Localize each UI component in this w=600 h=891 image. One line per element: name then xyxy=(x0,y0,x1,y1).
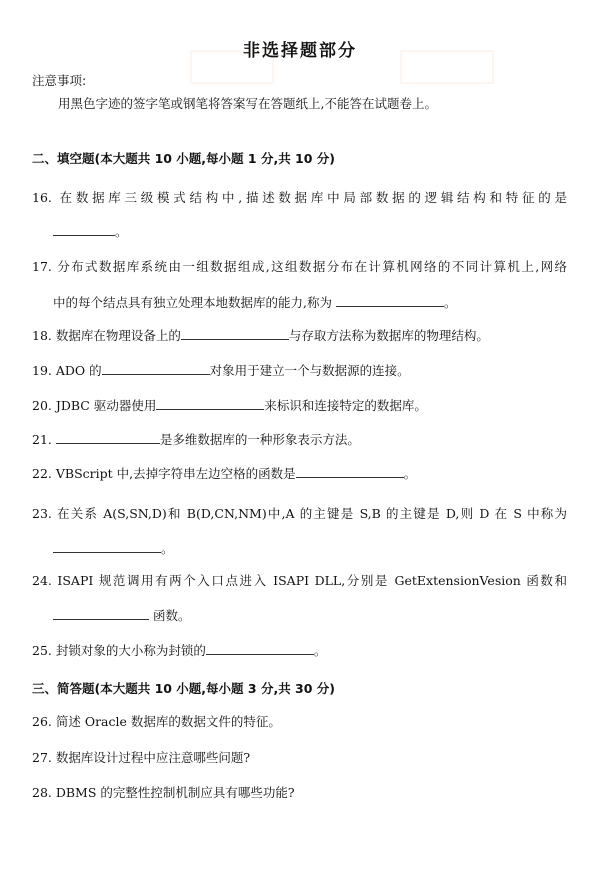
question-16-text: 16. 在数据库三级模式结构中,描述数据库中局部数据的逻辑结构和特征的是 xyxy=(32,190,567,205)
question-17-line-1: 17. 分布式数据库系统由一组数据组成,这组数据分布在计算机网络的不同计算机上,网络 xyxy=(32,259,567,274)
answer-blank[interactable] xyxy=(296,465,404,478)
notice-label: 注意事项: xyxy=(32,73,87,88)
answer-blank[interactable] xyxy=(53,223,115,236)
question-25: 25. 封锁对象的大小称为封锁的 。 xyxy=(32,643,327,658)
notice-text: 用黑色字迹的签字笔或钢笔将答案写在答题纸上,不能答在试题卷上。 xyxy=(58,96,437,111)
question-17-line-2: 中的每个结点具有独立处理本地数据库的能力,称为 。 xyxy=(53,295,457,310)
answer-blank[interactable] xyxy=(102,362,210,375)
answer-blank[interactable] xyxy=(53,540,161,553)
question-24: 24. ISAPI 规范调用有两个入口点进入 ISAPI DLL,分别是 GetExtensionVesion 函数和 xyxy=(32,573,567,588)
question-16 xyxy=(32,190,567,206)
question-28: 28. DBMS 的完整性控制机制应具有哪些功能? xyxy=(32,785,295,800)
question-22: 22. VBScript 中,去掉字符串左边空格的函数是 。 xyxy=(32,466,417,481)
answer-blank[interactable] xyxy=(156,397,264,410)
answer-blank[interactable] xyxy=(53,607,149,620)
question-26: 26. 简述 Oracle 数据库的数据文件的特征。 xyxy=(32,714,281,729)
answer-blank[interactable] xyxy=(181,327,289,340)
page-title: 非选择题部分 xyxy=(243,41,357,61)
question-24-answer-line: 函数。 xyxy=(53,607,191,624)
question-23: 23. 在关系 A(S,SN,D)和 B(D,CN,NM)中,A 的主键是 S,B 的主键是 D,则 D 在 S 中称为 xyxy=(32,506,567,521)
question-19: 19. ADO 的 对象用于建立一个与数据源的连接。 xyxy=(32,363,410,378)
question-23-answer-line: 。 xyxy=(53,540,174,557)
question-18: 18. 数据库在物理设备上的 与存取方法称为数据库的物理结构。 xyxy=(32,328,489,343)
question-21: 21. 是多维数据库的一种形象表示方法。 xyxy=(32,432,360,447)
question-16-answer-line: 。 xyxy=(53,223,128,240)
answer-blank[interactable] xyxy=(336,294,444,307)
question-20: 20. JDBC 驱动器使用 来标识和连接特定的数据库。 xyxy=(32,398,427,413)
answer-blank[interactable] xyxy=(56,431,160,444)
section-3-heading: 三、简答题(本大题共 10 小题,每小题 3 分,共 30 分) xyxy=(32,681,336,696)
section-2-heading: 二、填空题(本大题共 10 小题,每小题 1 分,共 10 分) xyxy=(32,151,336,166)
question-27: 27. 数据库设计过程中应注意哪些问题? xyxy=(32,750,251,765)
answer-blank[interactable] xyxy=(206,642,314,655)
